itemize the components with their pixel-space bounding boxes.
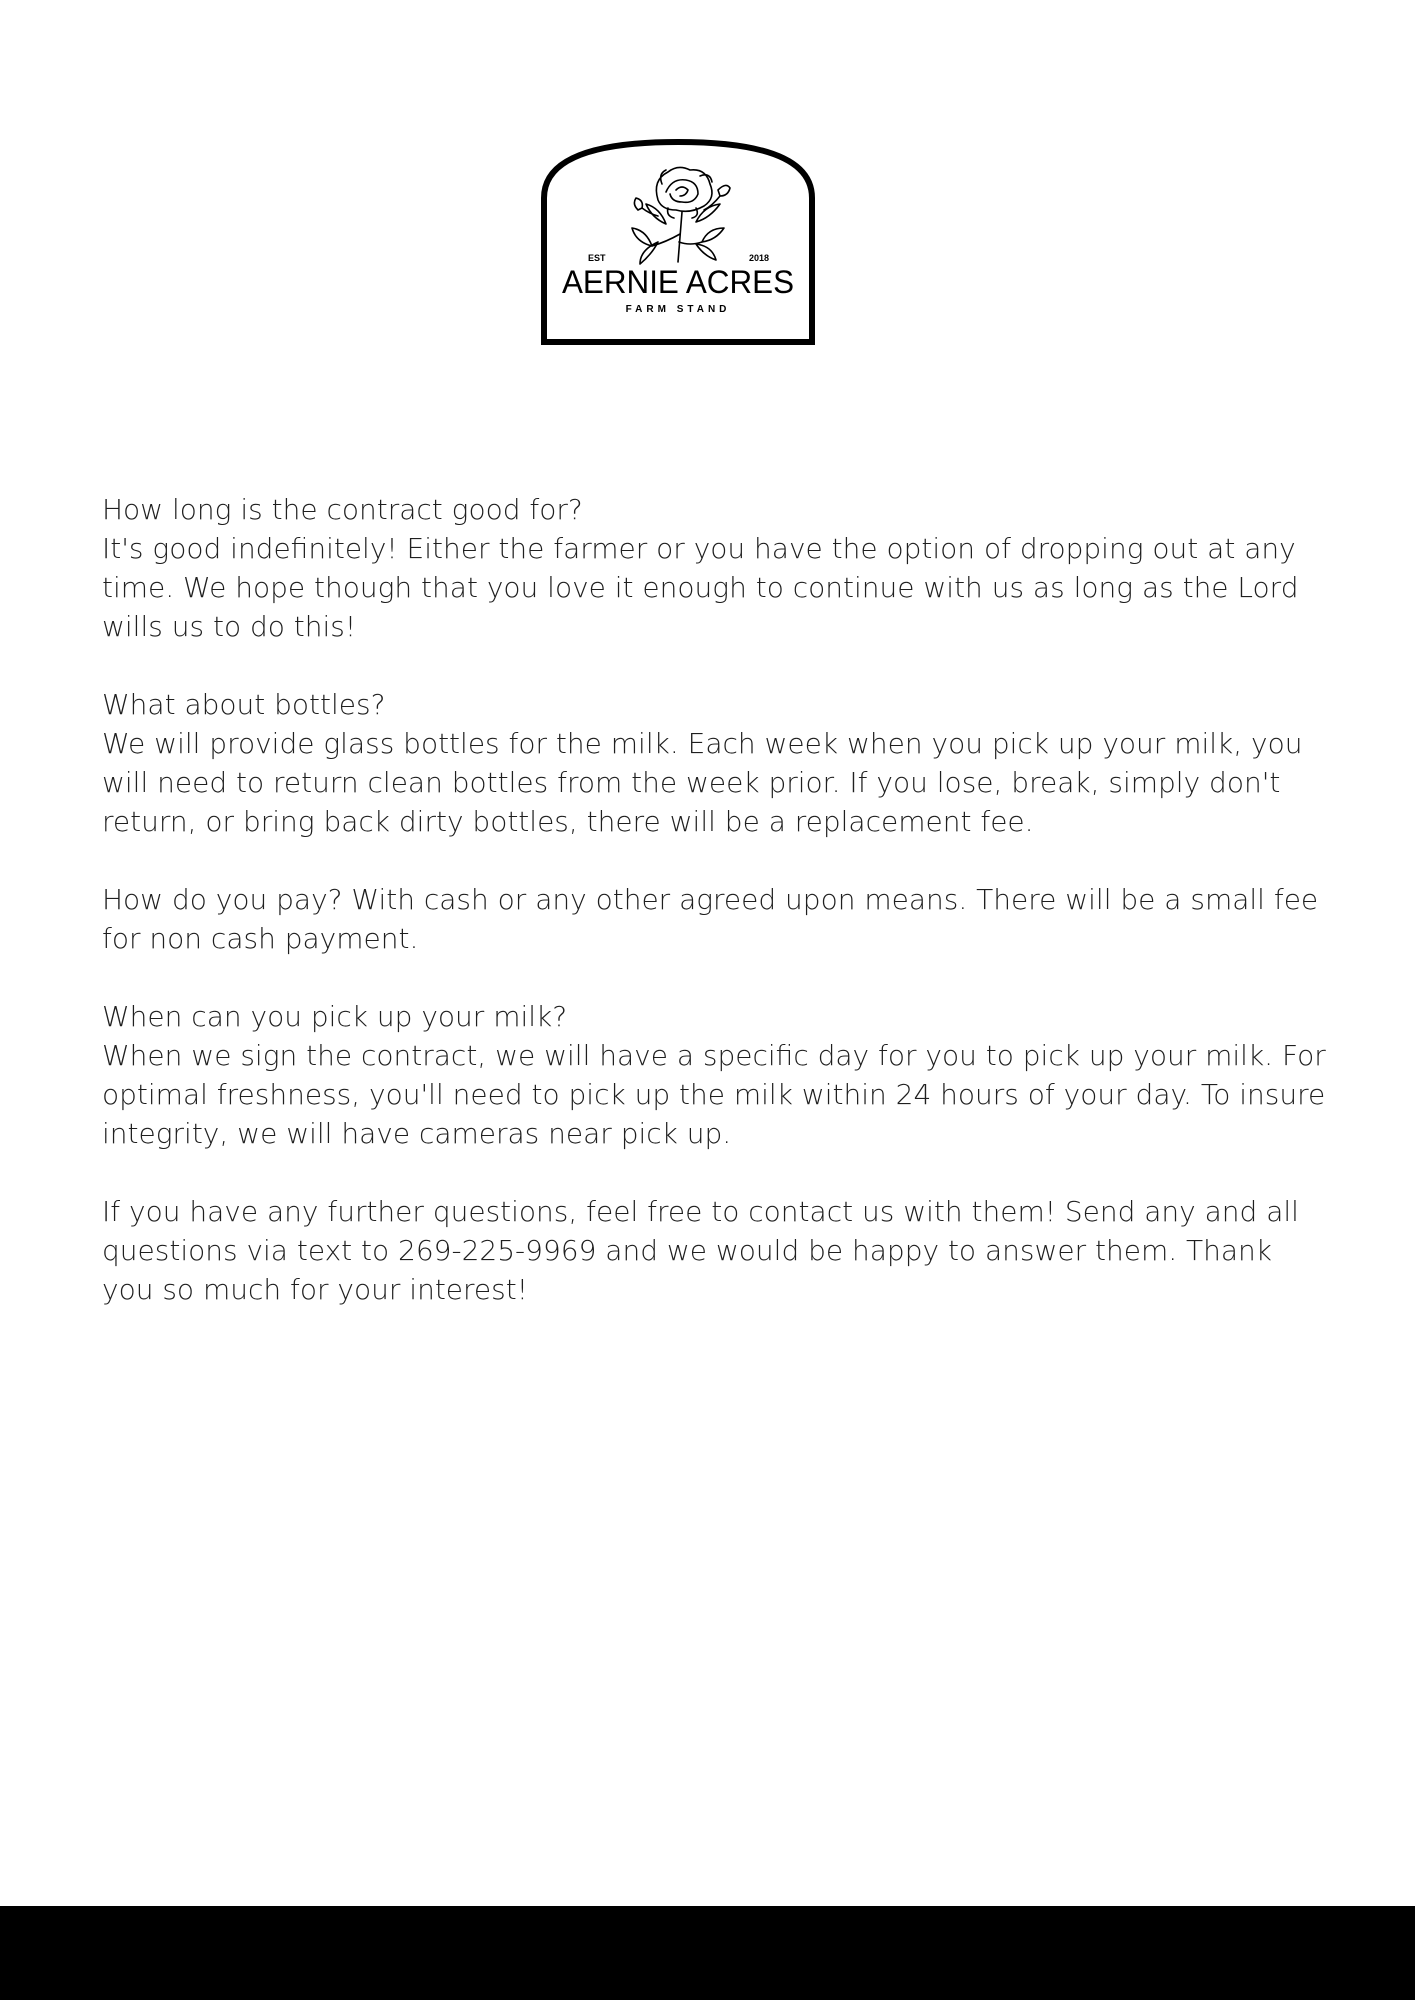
logo-est-label: EST [588, 253, 606, 263]
closing-paragraph: If you have any further questions, feel free to contact us with them! Send any and all questions via text to 269-225-9969 and we would be happy to answer them. Thank you so much for your interest! [102, 1195, 1299, 1306]
logo-year: 2018 [749, 253, 770, 263]
faq-answer: We will provide glass bottles for the milk. Each week when you pick up your milk, you will need to return clean bottles from the week prior. If you lose, break, simply don't return, or bring back dirty bottles, there will be a replacement fee. [102, 727, 1303, 838]
faq-question: What about bottles? [102, 688, 386, 721]
faq-content [102, 490, 1332, 1348]
faq-answer: It's good indefinitely! Either the farmer or you have the option of dropping out at any time. We hope though that you love it enough to continue with us as long as the Lord wills us to do this! [102, 532, 1299, 643]
faq-item-pickup [102, 997, 1332, 1153]
logo-name: AERNIE ACRES [562, 264, 794, 300]
aernie-acres-logo [540, 138, 816, 346]
faq-question: When can you pick up your milk? [102, 1000, 568, 1033]
faq-item-contract [102, 490, 1332, 646]
faq-item-payment [102, 880, 1332, 958]
logo-tagline: FARM STAND [625, 304, 731, 315]
faq-answer: When we sign the contract, we will have a specific day for you to pick up your milk. For optimal freshness, you'll need to pick up the milk within 24 hours of your day. To insure integrity, we will have cameras near pick up. [102, 1039, 1326, 1150]
logo-badge [540, 138, 816, 346]
closing-paragraph-block [102, 1192, 1332, 1309]
faq-item-bottles [102, 685, 1332, 841]
faq-question: How do you pay? With cash or any other agreed upon means. There will be a small fee for non cash payment. [102, 883, 1319, 955]
footer-bar [0, 1906, 1415, 2000]
faq-question: How long is the contract good for? [102, 493, 583, 526]
